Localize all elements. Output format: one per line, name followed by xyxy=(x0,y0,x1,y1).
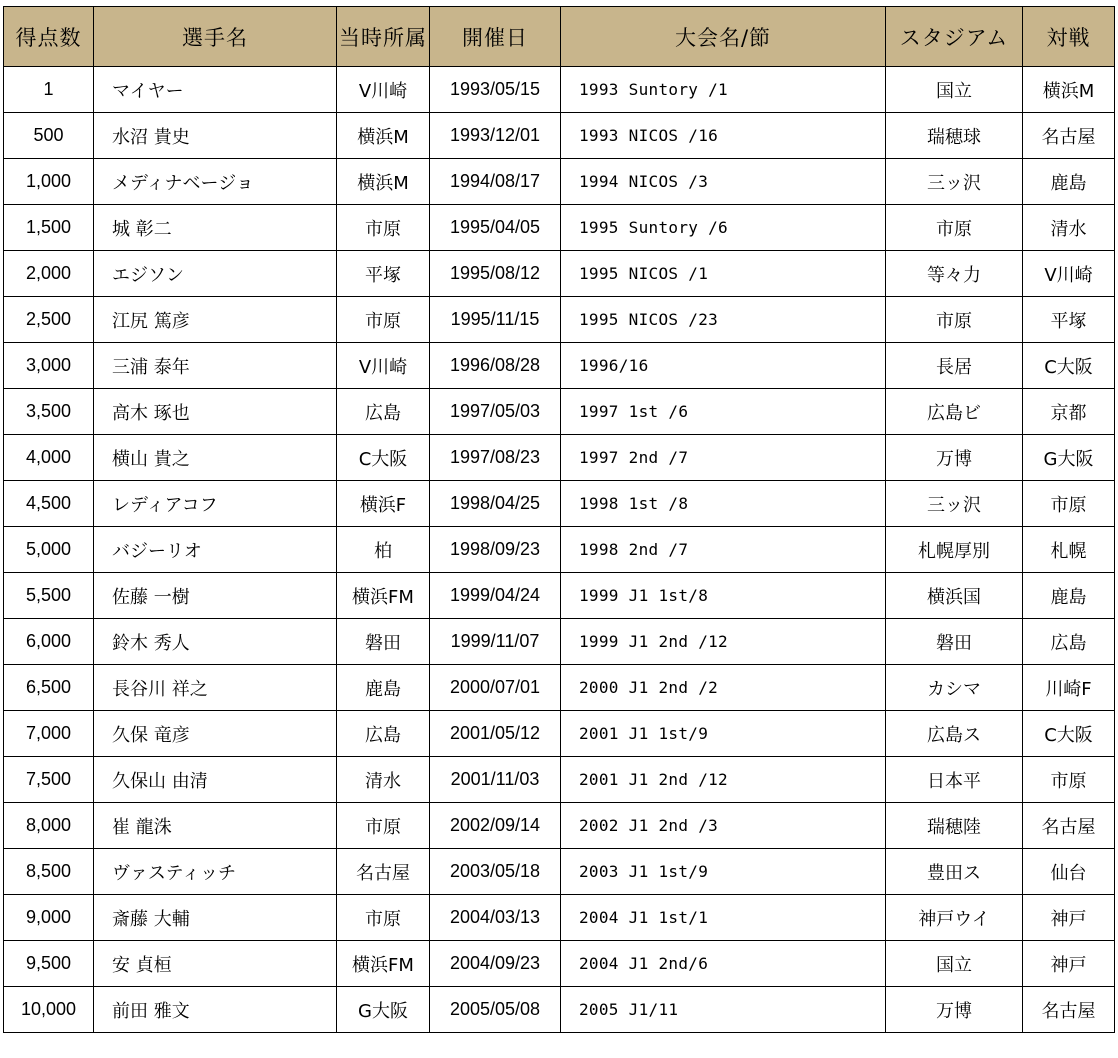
cell-player: メディナベージョ xyxy=(94,159,337,205)
table-row xyxy=(4,711,1115,757)
goal-milestones-table xyxy=(3,6,1115,1033)
table-row xyxy=(4,665,1115,711)
cell-score: 1 xyxy=(4,67,94,113)
header-event: 大会名/節 xyxy=(561,7,886,67)
cell-event: 1995 NICOS /1 xyxy=(561,251,886,297)
cell-score: 1,500 xyxy=(4,205,94,251)
cell-opponent: G大阪 xyxy=(1023,435,1115,481)
cell-event: 1999 J1 2nd /12 xyxy=(561,619,886,665)
cell-event: 1997 1st /6 xyxy=(561,389,886,435)
cell-player: バジーリオ xyxy=(94,527,337,573)
cell-player: 安 貞桓 xyxy=(94,941,337,987)
cell-score: 4,500 xyxy=(4,481,94,527)
cell-score: 9,000 xyxy=(4,895,94,941)
cell-score: 5,500 xyxy=(4,573,94,619)
cell-date: 1997/05/03 xyxy=(430,389,561,435)
cell-score: 4,000 xyxy=(4,435,94,481)
cell-team: 横浜FM xyxy=(337,573,430,619)
table-body xyxy=(4,67,1115,1033)
table-row xyxy=(4,435,1115,481)
cell-stadium: 広島ビ xyxy=(886,389,1023,435)
cell-stadium: 等々力 xyxy=(886,251,1023,297)
cell-stadium: 広島ス xyxy=(886,711,1023,757)
table-row xyxy=(4,619,1115,665)
cell-player: 三浦 泰年 xyxy=(94,343,337,389)
cell-date: 1996/08/28 xyxy=(430,343,561,389)
cell-event: 1997 2nd /7 xyxy=(561,435,886,481)
cell-event: 2002 J1 2nd /3 xyxy=(561,803,886,849)
cell-date: 2002/09/14 xyxy=(430,803,561,849)
cell-date: 1995/11/15 xyxy=(430,297,561,343)
table-row xyxy=(4,481,1115,527)
cell-player: 江尻 篤彦 xyxy=(94,297,337,343)
cell-score: 2,000 xyxy=(4,251,94,297)
cell-event: 2004 J1 1st/1 xyxy=(561,895,886,941)
table-row xyxy=(4,389,1115,435)
cell-date: 2001/05/12 xyxy=(430,711,561,757)
cell-player: ヴァスティッチ xyxy=(94,849,337,895)
cell-team: 広島 xyxy=(337,389,430,435)
cell-team: 磐田 xyxy=(337,619,430,665)
cell-date: 2004/03/13 xyxy=(430,895,561,941)
cell-player: 久保山 由清 xyxy=(94,757,337,803)
cell-stadium: 長居 xyxy=(886,343,1023,389)
cell-opponent: 川崎F xyxy=(1023,665,1115,711)
cell-stadium: 横浜国 xyxy=(886,573,1023,619)
cell-stadium: 瑞穂球 xyxy=(886,113,1023,159)
cell-score: 500 xyxy=(4,113,94,159)
cell-date: 1995/08/12 xyxy=(430,251,561,297)
cell-player: 長谷川 祥之 xyxy=(94,665,337,711)
cell-event: 2001 J1 2nd /12 xyxy=(561,757,886,803)
cell-player: 久保 竜彦 xyxy=(94,711,337,757)
cell-opponent: V川崎 xyxy=(1023,251,1115,297)
cell-date: 2004/09/23 xyxy=(430,941,561,987)
cell-stadium: 三ッ沢 xyxy=(886,159,1023,205)
table-row xyxy=(4,205,1115,251)
table-row xyxy=(4,67,1115,113)
cell-stadium: 神戸ウイ xyxy=(886,895,1023,941)
cell-player: 鈴木 秀人 xyxy=(94,619,337,665)
cell-stadium: 国立 xyxy=(886,67,1023,113)
cell-opponent: 仙台 xyxy=(1023,849,1115,895)
cell-event: 2005 J1/11 xyxy=(561,987,886,1033)
table-row xyxy=(4,803,1115,849)
cell-player: 佐藤 一樹 xyxy=(94,573,337,619)
cell-date: 1993/12/01 xyxy=(430,113,561,159)
table-row xyxy=(4,573,1115,619)
cell-opponent: C大阪 xyxy=(1023,711,1115,757)
cell-stadium: 国立 xyxy=(886,941,1023,987)
cell-stadium: 万博 xyxy=(886,435,1023,481)
header-opponent: 対戦 xyxy=(1023,7,1115,67)
cell-player: 水沼 貴史 xyxy=(94,113,337,159)
table-header xyxy=(4,7,1115,67)
cell-event: 1996/16 xyxy=(561,343,886,389)
cell-player: 横山 貴之 xyxy=(94,435,337,481)
cell-stadium: 瑞穂陸 xyxy=(886,803,1023,849)
cell-event: 2000 J1 2nd /2 xyxy=(561,665,886,711)
cell-date: 2003/05/18 xyxy=(430,849,561,895)
header-stadium: スタジアム xyxy=(886,7,1023,67)
table-row xyxy=(4,113,1115,159)
cell-date: 2000/07/01 xyxy=(430,665,561,711)
cell-opponent: 市原 xyxy=(1023,481,1115,527)
table-row xyxy=(4,941,1115,987)
cell-player: レディアコフ xyxy=(94,481,337,527)
header-player: 選手名 xyxy=(94,7,337,67)
cell-team: 市原 xyxy=(337,205,430,251)
cell-event: 1993 Suntory /1 xyxy=(561,67,886,113)
cell-stadium: 豊田ス xyxy=(886,849,1023,895)
table-row xyxy=(4,343,1115,389)
cell-team: 市原 xyxy=(337,895,430,941)
cell-event: 2003 J1 1st/9 xyxy=(561,849,886,895)
cell-team: 清水 xyxy=(337,757,430,803)
cell-opponent: 名古屋 xyxy=(1023,113,1115,159)
cell-team: 市原 xyxy=(337,297,430,343)
cell-event: 2004 J1 2nd/6 xyxy=(561,941,886,987)
cell-team: 広島 xyxy=(337,711,430,757)
cell-player: 崔 龍洙 xyxy=(94,803,337,849)
header-score: 得点数 xyxy=(4,7,94,67)
cell-score: 3,500 xyxy=(4,389,94,435)
cell-event: 1993 NICOS /16 xyxy=(561,113,886,159)
cell-team: 名古屋 xyxy=(337,849,430,895)
cell-opponent: 市原 xyxy=(1023,757,1115,803)
cell-opponent: 神戸 xyxy=(1023,895,1115,941)
cell-score: 1,000 xyxy=(4,159,94,205)
cell-date: 1993/05/15 xyxy=(430,67,561,113)
cell-date: 1999/11/07 xyxy=(430,619,561,665)
cell-stadium: 万博 xyxy=(886,987,1023,1033)
cell-date: 1998/09/23 xyxy=(430,527,561,573)
header-row xyxy=(4,7,1115,67)
cell-team: 平塚 xyxy=(337,251,430,297)
cell-score: 10,000 xyxy=(4,987,94,1033)
cell-opponent: 名古屋 xyxy=(1023,987,1115,1033)
cell-date: 1999/04/24 xyxy=(430,573,561,619)
cell-player: エジソン xyxy=(94,251,337,297)
cell-date: 2001/11/03 xyxy=(430,757,561,803)
cell-stadium: 日本平 xyxy=(886,757,1023,803)
cell-score: 9,500 xyxy=(4,941,94,987)
cell-team: V川崎 xyxy=(337,343,430,389)
table-row xyxy=(4,849,1115,895)
cell-team: 横浜M xyxy=(337,113,430,159)
cell-opponent: 平塚 xyxy=(1023,297,1115,343)
cell-team: 市原 xyxy=(337,803,430,849)
cell-event: 1998 2nd /7 xyxy=(561,527,886,573)
cell-score: 3,000 xyxy=(4,343,94,389)
cell-date: 1997/08/23 xyxy=(430,435,561,481)
cell-team: 横浜F xyxy=(337,481,430,527)
cell-stadium: カシマ xyxy=(886,665,1023,711)
table-row xyxy=(4,757,1115,803)
cell-team: 鹿島 xyxy=(337,665,430,711)
cell-opponent: 京都 xyxy=(1023,389,1115,435)
cell-score: 7,000 xyxy=(4,711,94,757)
cell-team: 横浜FM xyxy=(337,941,430,987)
cell-team: V川崎 xyxy=(337,67,430,113)
header-date: 開催日 xyxy=(430,7,561,67)
cell-team: C大阪 xyxy=(337,435,430,481)
cell-stadium: 市原 xyxy=(886,297,1023,343)
cell-score: 2,500 xyxy=(4,297,94,343)
cell-score: 8,500 xyxy=(4,849,94,895)
cell-event: 1998 1st /8 xyxy=(561,481,886,527)
cell-event: 1999 J1 1st/8 xyxy=(561,573,886,619)
table-row xyxy=(4,251,1115,297)
cell-player: 斎藤 大輔 xyxy=(94,895,337,941)
cell-date: 1994/08/17 xyxy=(430,159,561,205)
cell-date: 1995/04/05 xyxy=(430,205,561,251)
table-row xyxy=(4,297,1115,343)
cell-score: 7,500 xyxy=(4,757,94,803)
header-team: 当時所属 xyxy=(337,7,430,67)
cell-opponent: 名古屋 xyxy=(1023,803,1115,849)
cell-player: 前田 雅文 xyxy=(94,987,337,1033)
cell-stadium: 三ッ沢 xyxy=(886,481,1023,527)
table-row xyxy=(4,895,1115,941)
cell-score: 8,000 xyxy=(4,803,94,849)
cell-event: 1994 NICOS /3 xyxy=(561,159,886,205)
cell-opponent: 広島 xyxy=(1023,619,1115,665)
cell-opponent: 横浜M xyxy=(1023,67,1115,113)
cell-event: 1995 NICOS /23 xyxy=(561,297,886,343)
cell-event: 2001 J1 1st/9 xyxy=(561,711,886,757)
cell-opponent: 鹿島 xyxy=(1023,573,1115,619)
cell-player: 城 彰二 xyxy=(94,205,337,251)
cell-player: 高木 琢也 xyxy=(94,389,337,435)
cell-score: 6,000 xyxy=(4,619,94,665)
cell-date: 2005/05/08 xyxy=(430,987,561,1033)
cell-opponent: 清水 xyxy=(1023,205,1115,251)
cell-date: 1998/04/25 xyxy=(430,481,561,527)
cell-score: 5,000 xyxy=(4,527,94,573)
cell-opponent: 鹿島 xyxy=(1023,159,1115,205)
cell-opponent: C大阪 xyxy=(1023,343,1115,389)
cell-stadium: 磐田 xyxy=(886,619,1023,665)
cell-player: マイヤー xyxy=(94,67,337,113)
table-row xyxy=(4,159,1115,205)
cell-event: 1995 Suntory /6 xyxy=(561,205,886,251)
cell-team: 横浜M xyxy=(337,159,430,205)
table-row xyxy=(4,527,1115,573)
cell-opponent: 札幌 xyxy=(1023,527,1115,573)
cell-score: 6,500 xyxy=(4,665,94,711)
cell-team: G大阪 xyxy=(337,987,430,1033)
table-row xyxy=(4,987,1115,1033)
cell-stadium: 札幌厚別 xyxy=(886,527,1023,573)
cell-team: 柏 xyxy=(337,527,430,573)
cell-opponent: 神戸 xyxy=(1023,941,1115,987)
cell-stadium: 市原 xyxy=(886,205,1023,251)
